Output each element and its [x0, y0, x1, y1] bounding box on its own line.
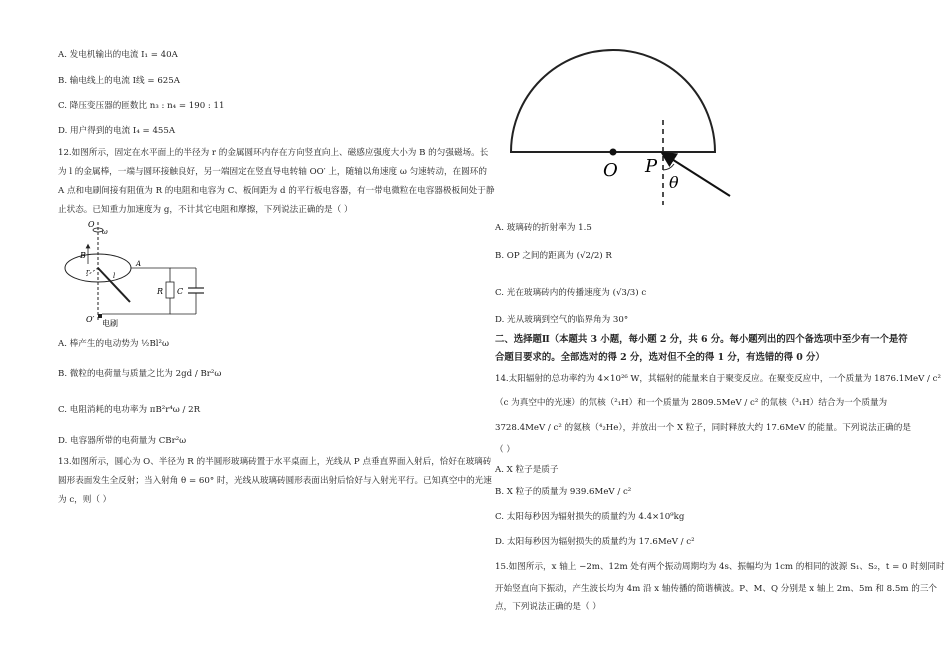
q12-stem-line-4: 止状态。已知重力加速度为 g，不计其它电阻和摩擦，下列说法正确的是（ ） — [58, 205, 353, 215]
fig12-label-r: r — [86, 268, 90, 276]
q14-stem-line-2: （c 为真空中的光速）的氘核（²₁H）和一个质量为 2809.5MeV / c² 的氚核（³₁H）结合为一个质量为 — [495, 398, 888, 408]
q13-option-c: C. 光在玻璃砖内的传播速度为 (√3/3) c — [495, 288, 647, 298]
fig12-label-c: C — [177, 287, 184, 296]
q13-semicircle-figure — [505, 0, 745, 210]
q12-circuit-figure — [58, 218, 218, 330]
q12-stem-line-2: 为 l 的金属棒，一端与圆环接触良好，另一端固定在竖直导电转轴 OO′ 上，随轴以角速度 ω 匀速转动，在圆环的 — [58, 167, 487, 177]
q11-option-d: D. 用户得到的电流 I₄ = 455A — [58, 126, 176, 136]
q12-option-b: B. 微粒的电荷量与质量之比为 2gd / Br²ω — [58, 369, 222, 379]
q14-stem-line-1: 14.太阳辐射的总功率约为 4×10²⁶ W，其辐射的能量来自于聚变反应。在聚变反应中，一个质量为 1876.1MeV / c² — [495, 374, 941, 384]
fig12-label-l: l — [113, 272, 116, 280]
fig13-label-p: P — [645, 156, 658, 177]
q12-option-c: C. 电阻消耗的电功率为 πB²r⁴ω / 2R — [58, 405, 201, 415]
q12-stem-line-1: 12.如图所示，固定在水平面上的半径为 r 的金属圆环内存在方向竖直向上、磁感应强度大小为 B 的匀强磁场。长 — [58, 148, 489, 158]
q12-stem-line-3: A 点和电刷间接有阻值为 R 的电阻和电容为 C、板间距为 d 的平行板电容器，有一带电微粒在电容器极板间处于静 — [58, 186, 495, 196]
q14-stem-line-3: 3728.4MeV / c² 的氦核（⁴₂He），并放出一个 X 粒子，同时释放大约 17.6MeV 的能量。下列说法正确的是 — [495, 423, 911, 433]
q14-option-a: A. X 粒子是质子 — [495, 465, 559, 475]
q13-stem-line-3: 为 c，则（ ） — [58, 495, 112, 505]
q13-option-a: A. 玻璃砖的折射率为 1.5 — [495, 223, 592, 233]
q14-option-d: D. 太阳每秒因为辐射损失的质量约为 17.6MeV / c² — [495, 537, 695, 547]
section-header-line-2: 合题目要求的。全部选对的得 2 分，选对但不全的得 1 分，有选错的得 0 分） — [495, 352, 825, 363]
q12-option-d: D. 电容器所带的电荷量为 CBr²ω — [58, 436, 187, 446]
q13-stem-line-1: 13.如图所示，圆心为 O、半径为 R 的半圆形玻璃砖置于水平桌面上，光线从 P 点垂直界面入射后，恰好在玻璃砖 — [58, 457, 492, 467]
fig12-label-a: A — [136, 260, 142, 268]
q11-option-a: A. 发电机输出的电流 I₁ = 40A — [58, 50, 178, 60]
q11-option-c: C. 降压变压器的匝数比 n₃ : n₄ = 190 : 11 — [58, 101, 225, 111]
fig12-label-o: O — [88, 220, 95, 229]
q11-option-b: B. 输电线上的电流 I线 = 625A — [58, 76, 180, 86]
fig12-label-brush: 电刷 — [102, 319, 118, 328]
fig12-label-omega: ω — [102, 228, 108, 236]
q13-stem-line-2: 圆形表面发生全反射；当入射角 θ = 60° 时，光线从玻璃砖圆形表面出射后恰好与入射光平行。已知真空中的光速 — [58, 476, 492, 486]
fig12-label-r-resistor: R — [157, 287, 164, 296]
q15-stem-line-2: 开始竖直向下振动，产生波长均为 4m 沿 x 轴传播的简谐横波。P、M、Q 分别是 x 轴上 2m、5m 和 8.5m 的三个 — [495, 584, 938, 594]
fig12-label-o-prime: O′ — [86, 315, 95, 324]
q14-stem-line-4: （ ） — [495, 445, 515, 455]
fig13-label-o: O — [603, 160, 618, 181]
fig13-label-theta: θ — [669, 173, 679, 192]
q14-option-b: B. X 粒子的质量为 939.6MeV / c² — [495, 487, 632, 497]
q15-stem-line-3: 点，下列说法正确的是（ ） — [495, 602, 601, 612]
section-header-line-1: 二、选择题Ⅱ（本题共 3 小题，每小题 2 分，共 6 分。每小题列出的四个备选项中至少有一个是符 — [495, 334, 908, 345]
fig12-label-b: B — [80, 251, 86, 260]
q14-option-c: C. 太阳每秒因为辐射损失的质量约为 4.4×10⁹kg — [495, 512, 685, 522]
q13-option-b: B. OP 之间的距离为 (√2/2) R — [495, 251, 612, 261]
q12-option-a: A. 棒产生的电动势为 ½Bl²ω — [58, 339, 169, 349]
q15-stem-line-1: 15.如图所示，x 轴上 −2m、12m 处有两个振动周期均为 4s、振幅均为 1cm 的相同的波源 S₁、S₂，t = 0 时刻同时 — [495, 562, 945, 572]
q13-option-d: D. 光从玻璃到空气的临界角为 30° — [495, 315, 629, 325]
